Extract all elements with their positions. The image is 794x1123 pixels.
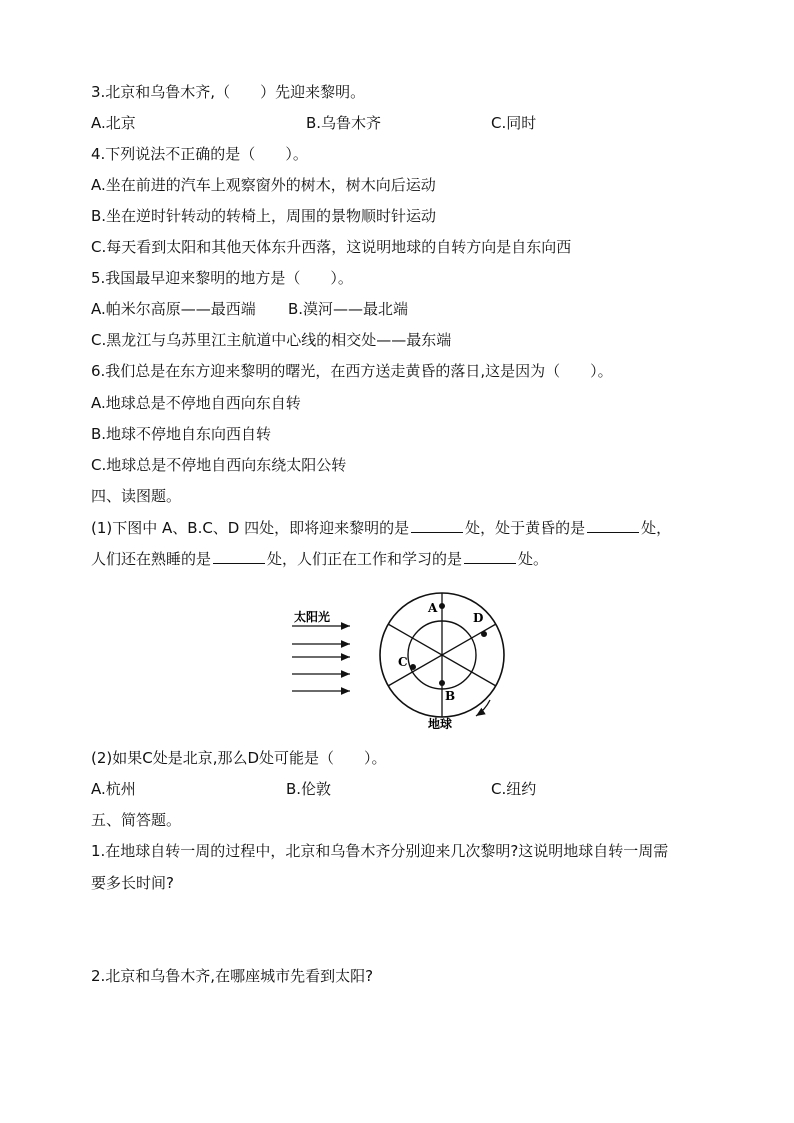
point-b-dot: [439, 680, 445, 686]
section5-q1-line2: 要多长时间?: [91, 874, 174, 892]
blank-sleeping[interactable]: [213, 549, 265, 564]
section4-q2-option-c: C.纽约: [491, 780, 537, 798]
q1-text-d: 人们还在熟睡的是: [91, 550, 212, 568]
section4-q2-option-a: A.杭州: [91, 780, 136, 798]
q1-text-b: 处，处于黄昏的是: [465, 519, 586, 537]
q3-option-c: C.同时: [491, 114, 537, 132]
q4-option-a: A.坐在前进的汽车上观察窗外的树木，树木向后运动: [91, 176, 436, 194]
q3-option-b: B.乌鲁木齐: [306, 114, 382, 132]
q1-text-e: 处，人们正在工作和学习的是: [267, 550, 463, 568]
point-d-dot: [481, 631, 487, 637]
q6-option-a: A.地球总是不停地自西向东自转: [91, 394, 301, 412]
point-b-label: B: [445, 689, 456, 703]
q5-option-c: C.黑龙江与乌苏里江主航道中心线的相交处——最东端: [91, 331, 452, 349]
section4-heading: 四、读图题。: [91, 487, 182, 505]
q1-text-a: (1)下图中 A、B.C、D 四处，即将迎来黎明的是: [91, 519, 410, 537]
q6-option-b: B.地球不停地自东向西自转: [91, 425, 272, 443]
q1-text-c: 处，: [641, 519, 672, 537]
blank-dawn[interactable]: [411, 518, 463, 533]
q5-option-a: A.帕米尔高原——最西端: [91, 300, 256, 318]
sunlight-label: 太阳光: [294, 610, 331, 624]
point-c-dot: [410, 664, 416, 670]
q4-stem: 4.下列说法不正确的是（ ）。: [91, 145, 308, 163]
q6-stem: 6.我们总是在东方迎来黎明的曙光，在西方送走黄昏的落日,这是因为（ ）。: [91, 362, 613, 380]
sunlight-arrows: [292, 626, 350, 691]
section5-heading: 五、简答题。: [91, 811, 182, 829]
blank-working[interactable]: [464, 549, 516, 564]
section4-q1-line1: [91, 518, 671, 538]
q3-option-a: A.北京: [91, 114, 136, 132]
point-d-label: D: [473, 611, 484, 625]
blank-dusk[interactable]: [587, 518, 639, 533]
section4-q2-option-b: B.伦敦: [286, 780, 332, 798]
point-c-label: C: [398, 655, 408, 669]
q5-stem: 5.我国最早迎来黎明的地方是（ ）。: [91, 269, 353, 287]
section4-q1-line2: [91, 549, 548, 569]
earth-rotation-figure: [280, 588, 520, 734]
q5-option-b: B.漠河——最北端: [288, 300, 409, 318]
section4-q2-stem: (2)如果C处是北京,那么D处可能是（ ）。: [91, 749, 387, 767]
q3-stem: 3.北京和乌鲁木齐,（ ）先迎来黎明。: [91, 83, 366, 101]
q6-option-c: C.地球总是不停地自西向东绕太阳公转: [91, 456, 347, 474]
section5-q1-line1: 1.在地球自转一周的过程中，北京和乌鲁木齐分别迎来几次黎明?这说明地球自转一周需: [91, 842, 669, 860]
point-a-label: A: [428, 601, 438, 615]
section5-q2: 2.北京和乌鲁木齐,在哪座城市先看到太阳?: [91, 967, 374, 985]
earth-label: 地球: [428, 717, 453, 731]
q4-option-b: B.坐在逆时针转动的转椅上，周围的景物顺时针运动: [91, 207, 437, 225]
q1-text-f: 处。: [518, 550, 549, 568]
q4-option-c: C.每天看到太阳和其他天体东升西落，这说明地球的自转方向是自东向西: [91, 238, 572, 256]
point-a-dot: [439, 603, 445, 609]
